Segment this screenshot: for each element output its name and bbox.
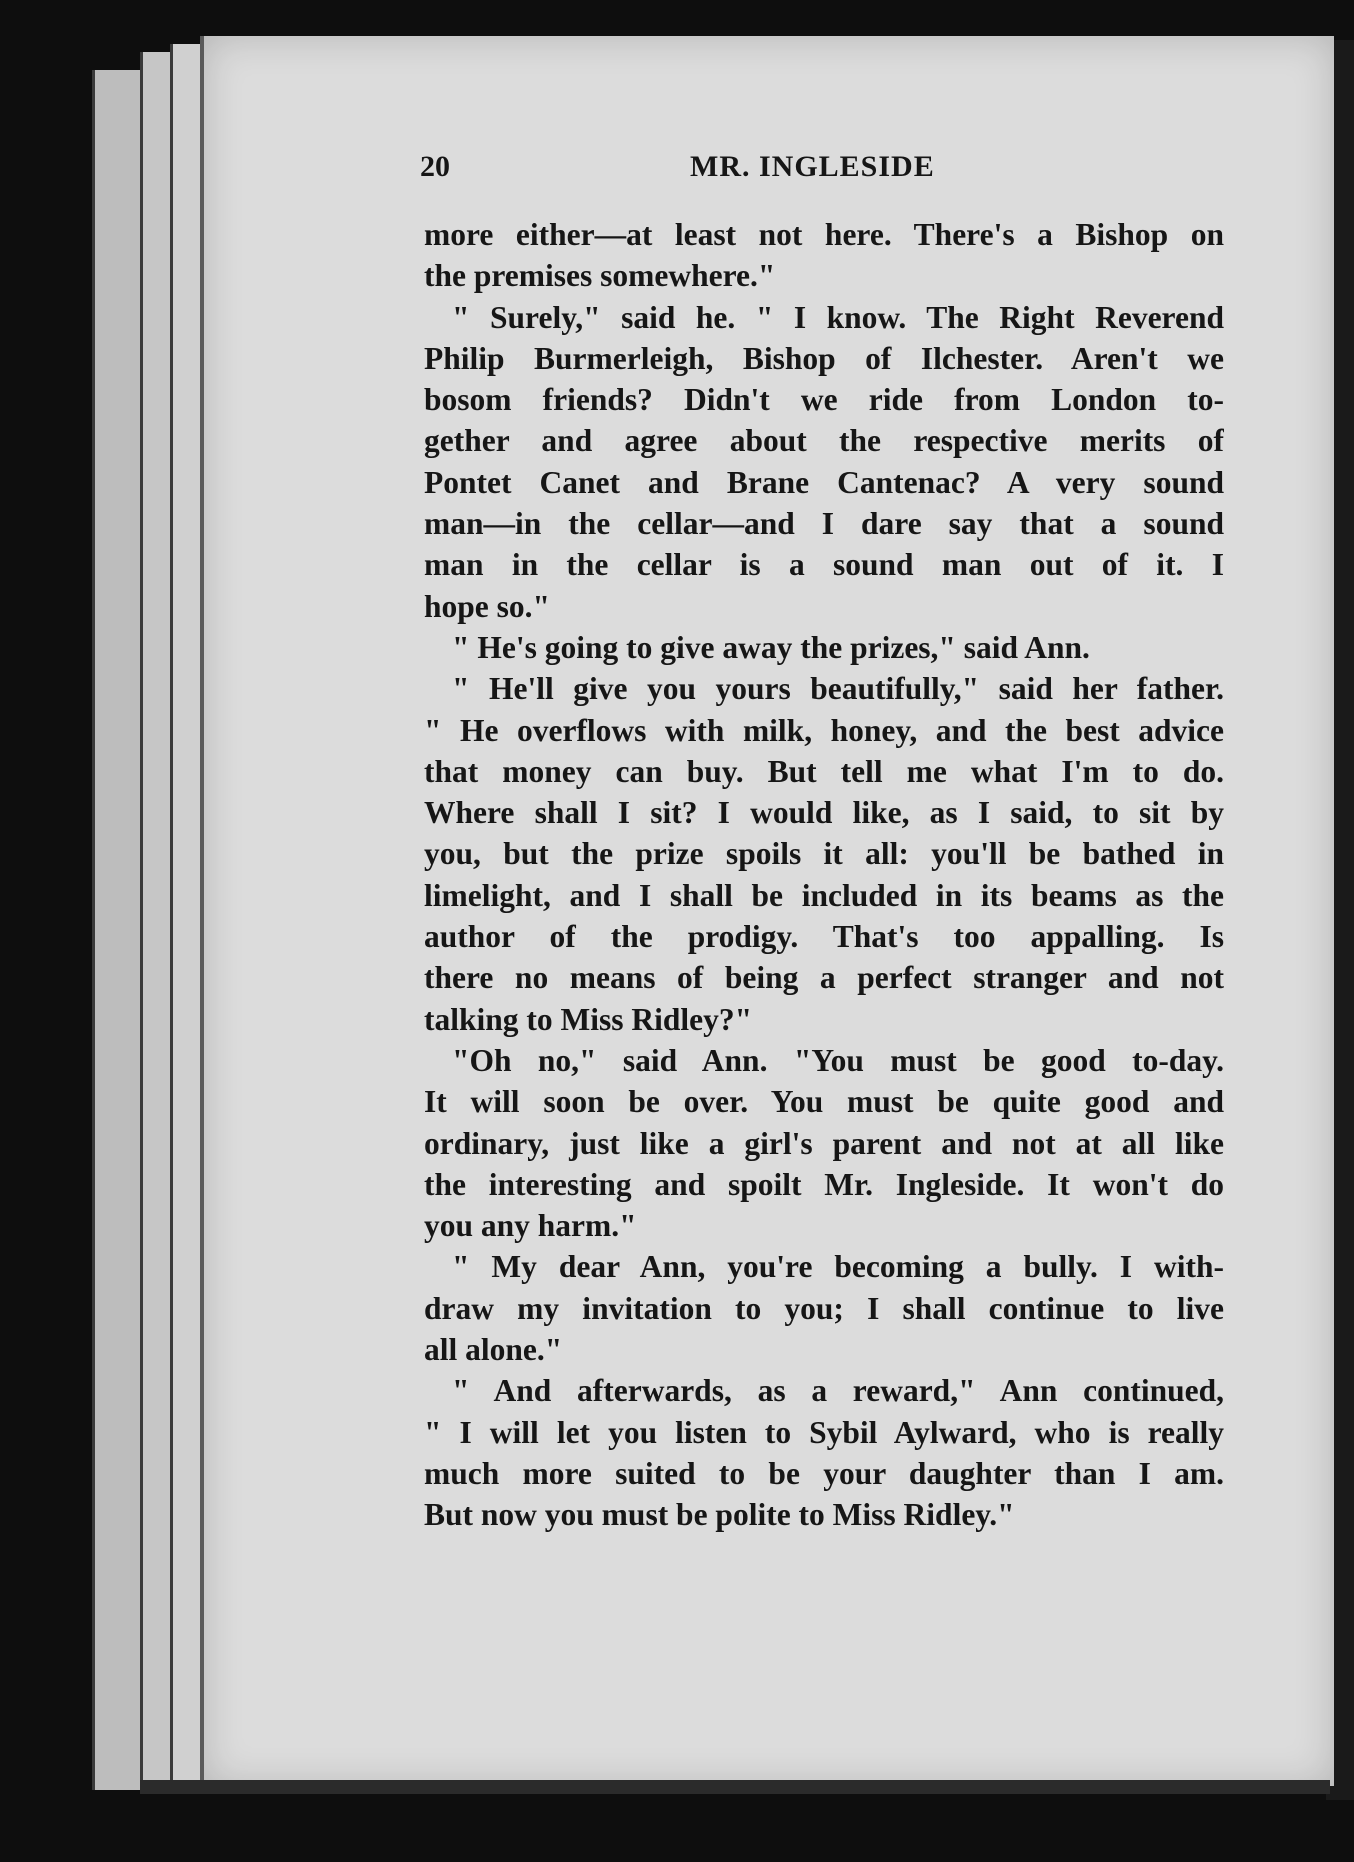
text-line: all alone." xyxy=(424,1332,563,1368)
text-line: limelight, and I shall be included in its beams as the xyxy=(424,877,1224,913)
text-line: But now you must be polite to Miss Ridley." xyxy=(424,1497,1015,1533)
text-line: hope so." xyxy=(424,588,551,624)
text-line: Philip Burmerleigh, Bishop of Ilchester. Aren't we xyxy=(424,340,1224,376)
page-header xyxy=(420,150,1232,190)
text-line: bosom friends? Didn't we ride from London to- xyxy=(424,382,1224,418)
text-line: " I will let you listen to Sybil Aylward, who is really xyxy=(424,1414,1224,1450)
text-line: "Oh no," said Ann. "You must be good to-day. xyxy=(452,1042,1224,1078)
text-line: the premises somewhere." xyxy=(424,258,776,294)
text-line: " He overflows with milk, honey, and the best advice xyxy=(424,712,1224,748)
text-line: you any harm." xyxy=(424,1208,637,1244)
text-line: man in the cellar is a sound man out of it. I xyxy=(424,547,1224,583)
text-line: more either—at least not here. There's a Bishop on xyxy=(424,217,1224,252)
text-line: you, but the prize spoils it all: you'll be bathed in xyxy=(424,836,1224,872)
text-line: It will soon be over. You must be quite good and xyxy=(424,1084,1224,1120)
text-line: that money can buy. But tell me what I'm to do. xyxy=(424,753,1224,789)
text-line: Where shall I sit? I would like, as I said, to sit by xyxy=(424,795,1224,831)
page-bottom-edge xyxy=(140,1780,1330,1794)
text-line: ordinary, just like a girl's parent and not at all like xyxy=(424,1125,1224,1161)
page-number: 20 xyxy=(420,150,450,183)
text-line: Pontet Canet and Brane Cantenac? A very sound xyxy=(424,464,1224,500)
text-line: the interesting and spoilt Mr. Ingleside. It won't do xyxy=(424,1166,1224,1202)
text-line: talking to Miss Ridley?" xyxy=(424,1001,753,1037)
text-line: " My dear Ann, you're becoming a bully. I with- xyxy=(452,1249,1224,1285)
text-line: much more suited to be your daughter than I am. xyxy=(424,1455,1224,1491)
running-title: MR. INGLESIDE xyxy=(690,150,935,183)
text-line: there no means of being a perfect stranger and not xyxy=(424,960,1224,996)
text-line: gether and agree about the respective merits of xyxy=(424,423,1224,459)
text-line: " He's going to give away the prizes," said Ann. xyxy=(452,629,1090,665)
text-line: " He'll give you yours beautifully," said her father. xyxy=(452,671,1224,707)
text-line: " Surely," said he. " I know. The Right Reverend xyxy=(452,299,1224,335)
text-line: draw my invitation to you; I shall continue to live xyxy=(424,1290,1224,1326)
body-text xyxy=(424,214,1224,1536)
text-line: " And afterwards, as a reward," Ann continued, xyxy=(452,1373,1224,1409)
text-line: author of the prodigy. That's too appalling. Is xyxy=(424,919,1224,955)
text-line: man—in the cellar—and I dare say that a sound xyxy=(424,506,1224,542)
